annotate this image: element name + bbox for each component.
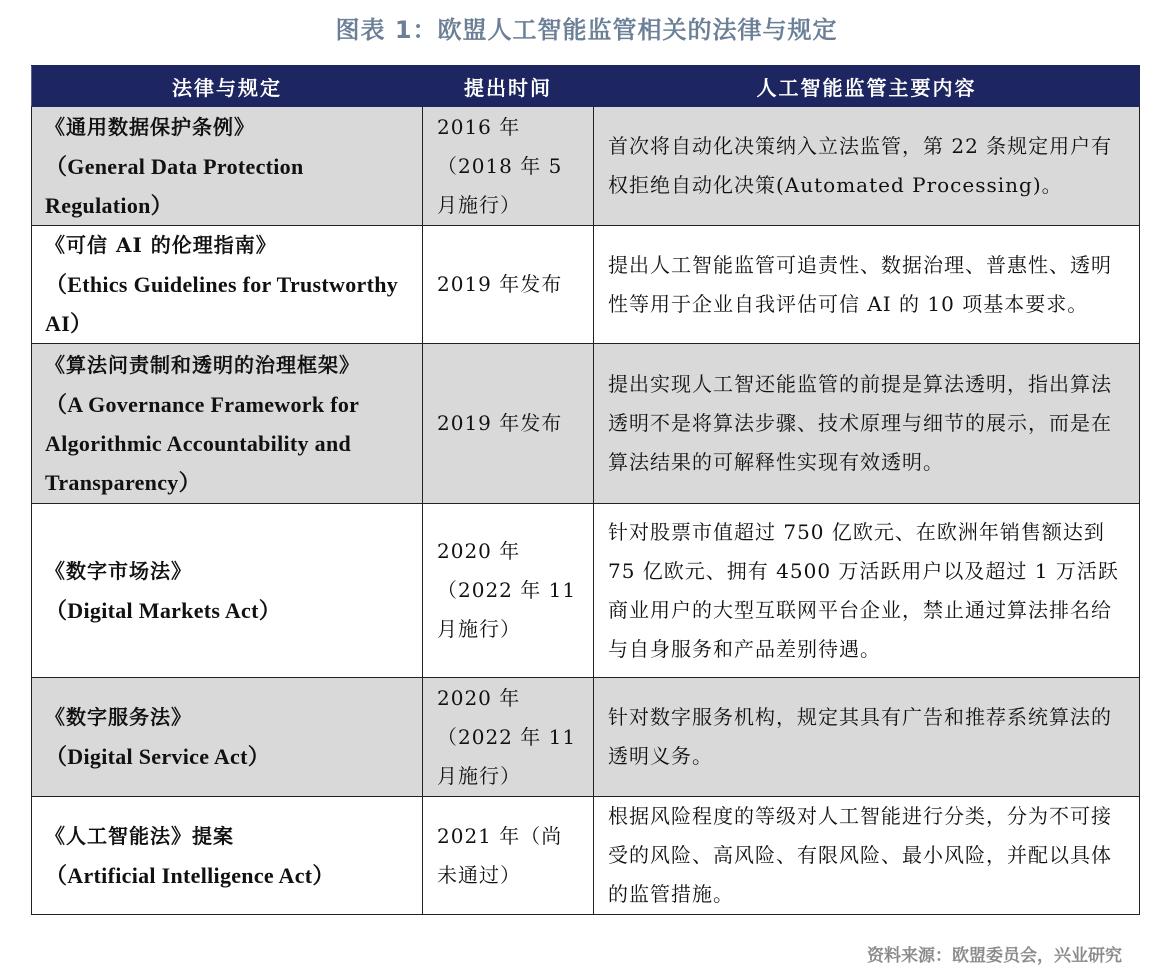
time-cell: 2020 年（2022 年 11 月施行） xyxy=(423,504,594,678)
law-name-en: （Digital Markets Act） xyxy=(45,597,282,623)
table-row xyxy=(32,107,1140,226)
law-cell xyxy=(32,226,423,344)
law-cell xyxy=(32,678,423,797)
figure-title: 图表 1：欧盟人工智能监管相关的法律与规定 xyxy=(335,16,838,44)
content-cell: 提出实现人工智还能监管的前提是算法透明，指出算法透明不是将算法步骤、技术原理与细节的展示，而是在算法结果的可解释性实现有效透明。 xyxy=(594,344,1140,504)
table-header-row xyxy=(32,66,1140,107)
law-name-cn: 《人工智能法》提案 xyxy=(45,823,234,848)
time-cell: 2020 年（2022 年 11 月施行） xyxy=(423,678,594,797)
table-row xyxy=(32,678,1140,797)
law-cell xyxy=(32,504,423,678)
time-cell: 2021 年（尚未通过） xyxy=(423,797,594,915)
content-cell: 针对股票市值超过 750 亿欧元、在欧洲年销售额达到 75 亿欧元、拥有 4500 万活跃用户以及超过 1 万活跃商业用户的大型互联网平台企业，禁止通过算法排名给与自身服务和产品差别待遇。 xyxy=(594,504,1140,678)
law-cell xyxy=(32,344,423,504)
law-name-en: （General Data Protection Regulation） xyxy=(45,153,304,218)
law-name-cn: 《算法问责制和透明的治理框架》 xyxy=(45,352,360,377)
content-cell: 提出人工智能监管可追责性、数据治理、普惠性、透明性等用于企业自我评估可信 AI 的 10 项基本要求。 xyxy=(594,226,1140,344)
regulation-table xyxy=(31,65,1140,915)
content-cell: 首次将自动化决策纳入立法监管，第 22 条规定用户有权拒绝自动化决策(Automated Processing)。 xyxy=(594,107,1140,226)
table-row xyxy=(32,797,1140,915)
header-content: 人工智能监管主要内容 xyxy=(594,66,1140,107)
time-cell: 2019 年发布 xyxy=(423,344,594,504)
table-row xyxy=(32,226,1140,344)
content-cell: 针对数字服务机构，规定其具有广告和推荐系统算法的透明义务。 xyxy=(594,678,1140,797)
table-row xyxy=(32,344,1140,504)
law-name-cn: 《通用数据保护条例》 xyxy=(45,114,255,139)
table-row xyxy=(32,504,1140,678)
law-name-en: （A Governance Framework for Algorithmic Accountability and Transparency） xyxy=(45,391,359,495)
header-law: 法律与规定 xyxy=(32,66,423,107)
law-name-en: （Digital Service Act） xyxy=(45,744,271,769)
content-cell: 根据风险程度的等级对人工智能进行分类，分为不可接受的风险、高风险、有限风险、最小风险，并配以具体的监管措施。 xyxy=(594,797,1140,915)
law-name-cn: 《数字服务法》 xyxy=(45,705,192,729)
time-cell: 2016 年（2018 年 5 月施行） xyxy=(423,107,594,226)
law-name-cn: 《数字市场法》 xyxy=(45,558,192,583)
time-cell: 2019 年发布 xyxy=(423,226,594,344)
header-time: 提出时间 xyxy=(423,66,594,107)
law-cell xyxy=(32,797,423,915)
law-name-cn: 《可信 AI 的伦理指南》 xyxy=(45,233,277,257)
source-note: 资料来源：欧盟委员会，兴业研究 xyxy=(867,946,1122,966)
law-name-en: （Artificial Intelligence Act） xyxy=(45,862,335,888)
law-name-en: （Ethics Guidelines for Trustworthy AI） xyxy=(45,272,399,336)
law-cell xyxy=(32,107,423,226)
